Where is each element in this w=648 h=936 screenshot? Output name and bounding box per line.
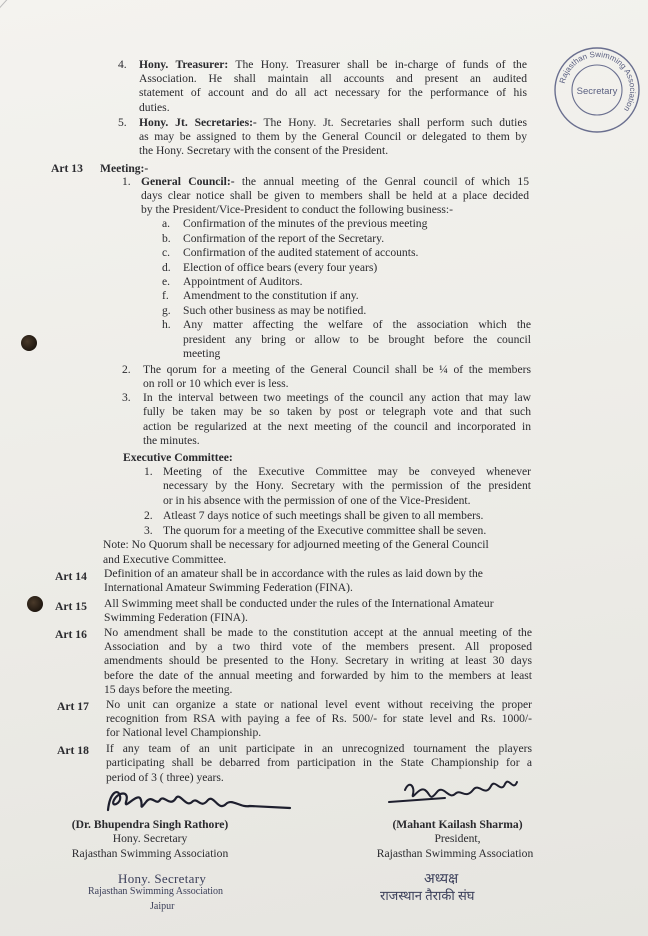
left-stamp-line-1: Hony. Secretary bbox=[118, 871, 207, 886]
business-a-key: a. bbox=[162, 217, 171, 230]
business-d: Election of office bears (every four years) bbox=[183, 261, 378, 274]
art-16-line-2: Association and by a two third vote of the members present. All proposed bbox=[104, 640, 532, 653]
business-d-key: d. bbox=[162, 261, 171, 274]
seal-center-text: Secretary bbox=[576, 86, 618, 97]
para-3-line-1: In the interval between two meetings of the council any action that may law bbox=[143, 391, 531, 404]
para-3-line-4: the minutes. bbox=[143, 434, 200, 447]
right-signatory-name: (Mahant Kailash Sharma) bbox=[392, 818, 523, 831]
gc-line-3: by the President/Vice-President to conduct the following business:- bbox=[141, 203, 453, 216]
item-4-line-3: statement of account and do all act necessary for the performance of his bbox=[139, 86, 527, 99]
business-b-key: b. bbox=[162, 232, 171, 245]
art-15-line-1: All Swimming meet shall be conducted under the rules of the International Amateur bbox=[104, 597, 494, 610]
para-3-line-2: fully be taken may be so taken by post or telegraph vote and that such bbox=[143, 405, 531, 418]
right-stamp-line-2: राजस्थान तैराकी संघ bbox=[380, 888, 475, 903]
ec-1-line-2: necessary by the Hony. Secretary with the permission of the president bbox=[163, 479, 531, 492]
para-2-number: 2. bbox=[122, 363, 131, 376]
art-14-line-2: International Amateur Swimming Federation (FINA). bbox=[104, 581, 353, 594]
art-18-line-2: participating shall be debarred from participation in the State Championship for a bbox=[106, 756, 532, 769]
business-g-key: g. bbox=[162, 304, 171, 317]
left-signatory-title: Hony. Secretary bbox=[112, 832, 188, 845]
ec-2-number: 2. bbox=[144, 509, 153, 522]
note-line-1: Note: No Quorum shall be necessary for adjourned meeting of the General Council bbox=[103, 538, 489, 551]
art-17-line-3: for National level Championship. bbox=[106, 726, 262, 739]
item-4-line-1: Hony. Treasurer: The Hony. Treasurer shall be in-charge of funds of the bbox=[139, 58, 527, 71]
punch-hole-top bbox=[21, 335, 37, 351]
item-4-heading: Hony. Treasurer: bbox=[139, 58, 229, 71]
executive-committee-heading: Executive Committee: bbox=[123, 451, 233, 464]
note-line-2: and Executive Committee. bbox=[103, 553, 227, 566]
para-3-line-3: action be regularized at the next meeting of the council and incorporated in bbox=[143, 420, 531, 433]
ec-2-text: Atleast 7 days notice of such meetings shall be given to all members. bbox=[163, 509, 484, 522]
art-16-line-1: No amendment shall be made to the constitution accept at the annual meeting of the bbox=[104, 626, 532, 639]
signature-right bbox=[385, 772, 535, 812]
gc-number: 1. bbox=[122, 175, 131, 188]
para-2-line-2: on roll or 10 which ever is less. bbox=[143, 377, 289, 390]
art-14-label: Art 14 bbox=[55, 570, 87, 583]
gc-heading: General Council:- bbox=[141, 175, 235, 188]
left-stamp-line-3: Jaipur bbox=[150, 901, 175, 912]
art-15-label: Art 15 bbox=[55, 600, 87, 613]
ec-1-line-1: Meeting of the Executive Committee may be conveyed whenever bbox=[163, 465, 531, 478]
art-18-line-1: If any team of an unit participate in an unrecognized tournament the players bbox=[106, 742, 532, 755]
ec-3-text: The quorum for a meeting of the Executive committee shall be seven. bbox=[163, 524, 487, 537]
right-stamp-line-1: अध्यक्ष bbox=[424, 872, 459, 887]
business-c-key: c. bbox=[162, 246, 171, 259]
ec-3-number: 3. bbox=[144, 524, 153, 537]
right-signatory-title: President, bbox=[434, 832, 481, 845]
item-4-number: 4. bbox=[118, 58, 127, 71]
left-stamp-line-2: Rajasthan Swimming Association bbox=[88, 886, 223, 897]
business-a: Confirmation of the minutes of the previous meeting bbox=[183, 217, 428, 230]
art-17-label: Art 17 bbox=[57, 700, 89, 713]
art-17-line-1: No unit can organize a state or national level event without receiving the proper bbox=[106, 698, 532, 711]
art-13-label: Art 13 bbox=[51, 162, 83, 175]
business-h-line-2: president any bring or allow to be brought before the council bbox=[183, 333, 531, 346]
art-17-line-2: recognition from RSA with paying a fee of Rs. 500/- for state level and Rs. 1000/- bbox=[106, 712, 532, 725]
ec-1-line-3: or in his absence with the permission of one of the Vice-President. bbox=[163, 494, 471, 507]
para-2-line-1: The qorum for a meeting of the General Council shall be ¼ of the members bbox=[143, 363, 531, 376]
business-f-key: f. bbox=[162, 289, 169, 302]
art-18-label: Art 18 bbox=[57, 744, 89, 757]
page-crease bbox=[0, 0, 37, 19]
art-13-heading: Meeting:- bbox=[100, 162, 149, 175]
signature-left bbox=[100, 782, 300, 822]
item-4-line-4: duties. bbox=[139, 101, 170, 114]
business-e: Appointment of Auditors. bbox=[183, 275, 303, 288]
association-seal bbox=[553, 46, 641, 134]
business-b: Confirmation of the report of the Secretary. bbox=[183, 232, 385, 245]
item-5-heading: Hony. Jt. Secretaries:- bbox=[139, 116, 257, 129]
right-signatory-org: Rajasthan Swimming Association bbox=[376, 847, 534, 860]
gc-line-1: General Council:- the annual meeting of the Genral council of which 15 bbox=[141, 175, 529, 188]
gc-line-2: days clear notice shall be given to members shall be held at a place decided bbox=[141, 189, 529, 202]
item-5-number: 5. bbox=[118, 116, 127, 129]
art-15-line-2: Swimming Federation (FINA). bbox=[104, 611, 248, 624]
business-h-line-3: meeting bbox=[183, 347, 221, 360]
business-c: Confirmation of the audited statement of accounts. bbox=[183, 246, 419, 259]
art-16-line-5: 15 days before the meeting. bbox=[104, 683, 233, 696]
para-3-number: 3. bbox=[122, 391, 131, 404]
punch-hole-bottom bbox=[27, 596, 43, 612]
business-f: Amendment to the constitution if any. bbox=[183, 289, 359, 302]
item-5-line-2: as may be assigned to them by the General Council or delegated to them by bbox=[139, 130, 527, 143]
business-e-key: e. bbox=[162, 275, 171, 288]
left-signatory-name: (Dr. Bhupendra Singh Rathore) bbox=[71, 818, 229, 831]
art-16-label: Art 16 bbox=[55, 628, 87, 641]
ec-1-number: 1. bbox=[144, 465, 153, 478]
item-5-line-3: the Hony. Secretary with the consent of the President. bbox=[139, 144, 389, 157]
business-h-key: h. bbox=[162, 318, 171, 331]
item-5-line-1: Hony. Jt. Secretaries:- The Hony. Jt. Secretaries shall perform such duties bbox=[139, 116, 527, 129]
left-signatory-org: Rajasthan Swimming Association bbox=[71, 847, 229, 860]
art-18-line-3: period of 3 ( three) years. bbox=[106, 771, 224, 784]
art-14-line-1: Definition of an amateur shall be in accordance with the rules as laid down by the bbox=[104, 567, 483, 580]
art-16-line-4: before the date of the annual meeting and forwarded by him to the members at least bbox=[104, 669, 532, 682]
business-g: Such other business as may be notified. bbox=[183, 304, 367, 317]
item-4-line-2: Association. He shall maintain all accounts and present an audited bbox=[139, 72, 527, 85]
art-16-line-3: amendments should be presented to the Hony. Secretary in writing at least 30 days bbox=[104, 654, 532, 667]
business-h-line-1: Any matter affecting the welfare of the association which the bbox=[183, 318, 531, 331]
seal-ring-text: Rajasthan Swimming Association bbox=[557, 49, 638, 114]
